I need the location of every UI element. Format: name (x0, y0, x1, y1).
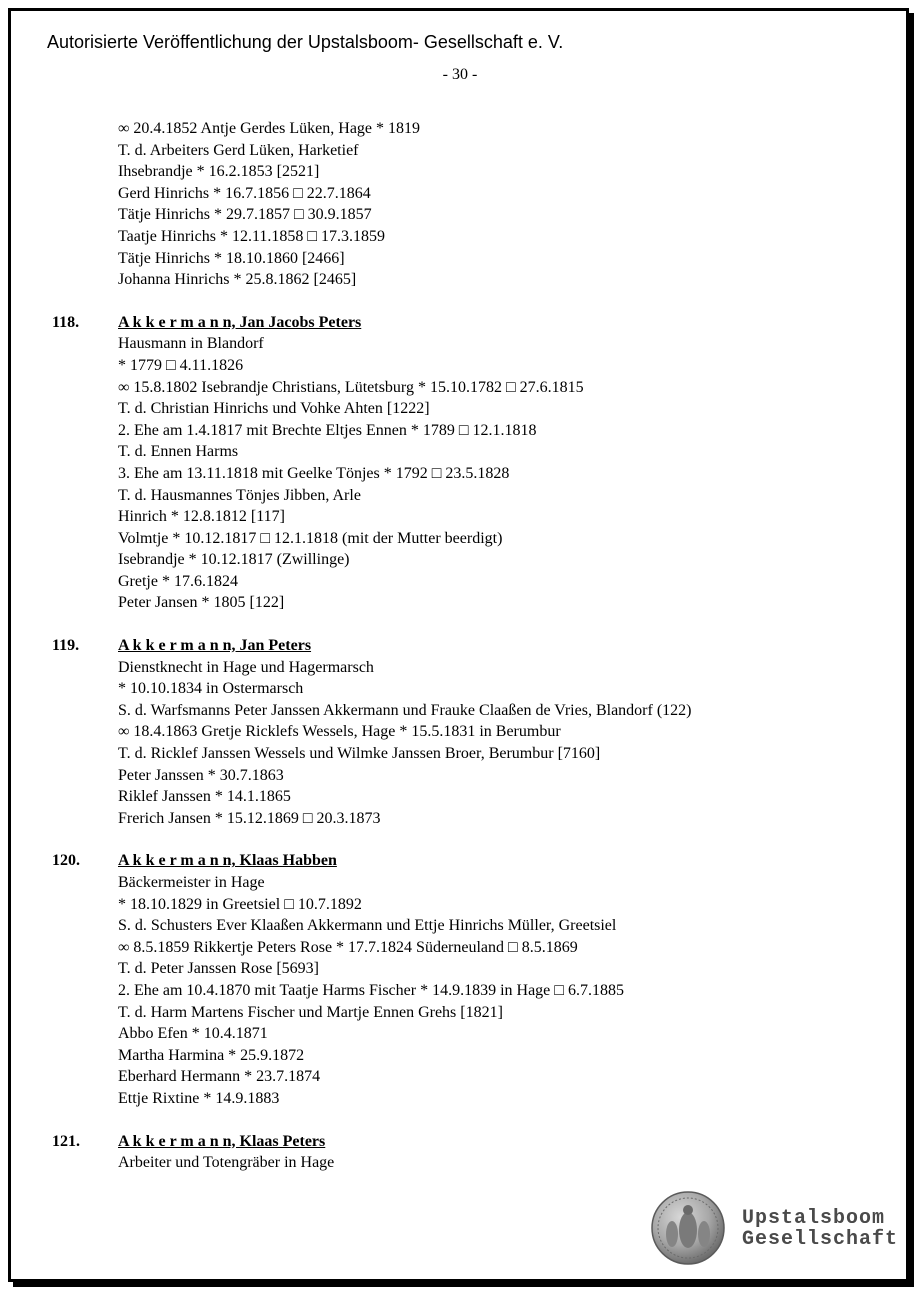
entry-heading (0, 312, 920, 334)
text-line: T. d. Peter Janssen Rose [5693] (118, 960, 319, 978)
text-line: Tätje Hinrichs * 18.10.1860 [2466] (118, 249, 345, 267)
text-line: T. d. Hausmannes Tönjes Jibben, Arle (118, 486, 361, 504)
text-line: * 10.10.1834 in Ostermarsch (118, 680, 304, 698)
entry-120 (0, 850, 920, 1109)
text-line: Dienstknecht in Hage und Hagermarsch (118, 658, 374, 676)
text-line: Ettje Rixtine * 14.9.1883 (118, 1089, 280, 1107)
text-line: 2. Ehe am 10.4.1870 mit Taatje Harms Fischer * 14.9.1839 in Hage □ 6.7.1885 (118, 981, 624, 999)
text-line: Gretje * 17.6.1824 (118, 572, 238, 590)
text-line: ∞ 18.4.1863 Gretje Ricklefs Wessels, Hage * 15.5.1831 in Berumbur (118, 723, 561, 741)
text-line: Taatje Hinrichs * 12.11.1858 □ 17.3.1859 (118, 227, 386, 245)
text-line: Isebrandje * 10.12.1817 (Zwillinge) (118, 551, 350, 569)
text-line: Johanna Hinrichs * 25.8.1862 [2465] (118, 271, 357, 289)
text-line: Martha Harmina * 25.9.1872 (118, 1046, 305, 1064)
text-line: Peter Janssen * 30.7.1863 (118, 766, 284, 784)
entry-119 (0, 635, 920, 829)
text-line: T. d. Harm Martens Fischer und Martje Ennen Grehs [1821] (118, 1003, 503, 1021)
text-line: 3. Ehe am 13.11.1818 mit Geelke Tönjes * 1792 □ 23.5.1828 (118, 464, 510, 482)
entry-heading (0, 1131, 920, 1153)
entry-118 (0, 312, 920, 614)
text-line: T. d. Ennen Harms (118, 443, 239, 461)
text-line: Gerd Hinrichs * 16.7.1856 □ 22.7.1864 (118, 184, 371, 202)
entry-name: A k k e r m a n n, Klaas Habben (118, 852, 337, 870)
seal-icon (650, 1190, 726, 1266)
text-line: Ihsebrandje * 16.2.1853 [2521] (118, 163, 320, 181)
text-line: T. d. Christian Hinrichs und Vohke Ahten [1222] (118, 400, 430, 418)
text-line: Frerich Jansen * 15.12.1869 □ 20.3.1873 (118, 809, 381, 827)
entry-name: A k k e r m a n n, Klaas Peters (118, 1132, 326, 1150)
document-header: Autorisierte Veröffentlichung der Upstalsboom- Gesellschaft e. V. (47, 32, 564, 52)
text-line: S. d. Schusters Ever Klaaßen Akkermann und Ettje Hinrichs Müller, Greetsiel (118, 917, 617, 935)
text-line: S. d. Warfsmanns Peter Janssen Akkermann und Frauke Claaßen de Vries, Blandorf (122) (118, 701, 692, 719)
text-line: Hinrich * 12.8.1812 [117] (118, 508, 285, 526)
text-line: * 1779 □ 4.11.1826 (118, 356, 244, 374)
text-line: Hausmann in Blandorf (118, 335, 264, 353)
entry-number: 118. (52, 313, 80, 331)
genealogy-content (0, 118, 920, 1174)
text-line: 2. Ehe am 1.4.1817 mit Brechte Eltjes Ennen * 1789 □ 12.1.1818 (118, 421, 537, 439)
entry-heading (0, 635, 920, 657)
entry-heading (0, 850, 920, 872)
text-line: T. d. Ricklef Janssen Wessels und Wilmke Janssen Broer, Berumbur [7160] (118, 745, 601, 763)
entry-name: A k k e r m a n n, Jan Peters (118, 637, 312, 655)
page-number: - 30 - (442, 66, 478, 83)
entry-number: 119. (52, 637, 80, 655)
text-line: T. d. Arbeiters Gerd Lüken, Harketief (118, 141, 359, 159)
entry-number: 120. (52, 852, 80, 870)
text-line: Riklef Janssen * 14.1.1865 (118, 788, 291, 806)
text-line: ∞ 8.5.1859 Rikkertje Peters Rose * 17.7.1824 Süderneuland □ 8.5.1869 (118, 938, 578, 956)
text-line: Arbeiter und Totengräber in Hage (118, 1154, 335, 1172)
continuation-block (0, 118, 920, 291)
society-logo (650, 1190, 899, 1260)
text-line: Bäckermeister in Hage (118, 874, 265, 891)
text-line: Eberhard Hermann * 23.7.1874 (118, 1068, 321, 1086)
text-line: Tätje Hinrichs * 29.7.1857 □ 30.9.1857 (118, 206, 372, 224)
text-line: Peter Jansen * 1805 [122] (118, 594, 285, 612)
text-line: * 18.10.1829 in Greetsiel □ 10.7.1892 (118, 895, 362, 913)
entry-121 (0, 1131, 920, 1174)
text-line: ∞ 15.8.1802 Isebrandje Christians, Lütetsburg * 15.10.1782 □ 27.6.1815 (118, 378, 584, 396)
logo-text (742, 1208, 898, 1250)
logo-line-2: Gesellschaft (742, 1228, 899, 1251)
text-line: Abbo Efen * 10.4.1871 (118, 1025, 268, 1043)
entry-name: A k k e r m a n n, Jan Jacobs Peters (118, 313, 362, 331)
entry-number: 121. (52, 1132, 80, 1150)
logo-line-1: Upstalsboom (742, 1207, 886, 1230)
text-line: ∞ 20.4.1852 Antje Gerdes Lüken, Hage * 1819 (118, 120, 421, 137)
text-line: Volmtje * 10.12.1817 □ 12.1.1818 (mit der Mutter beerdigt) (118, 529, 503, 547)
